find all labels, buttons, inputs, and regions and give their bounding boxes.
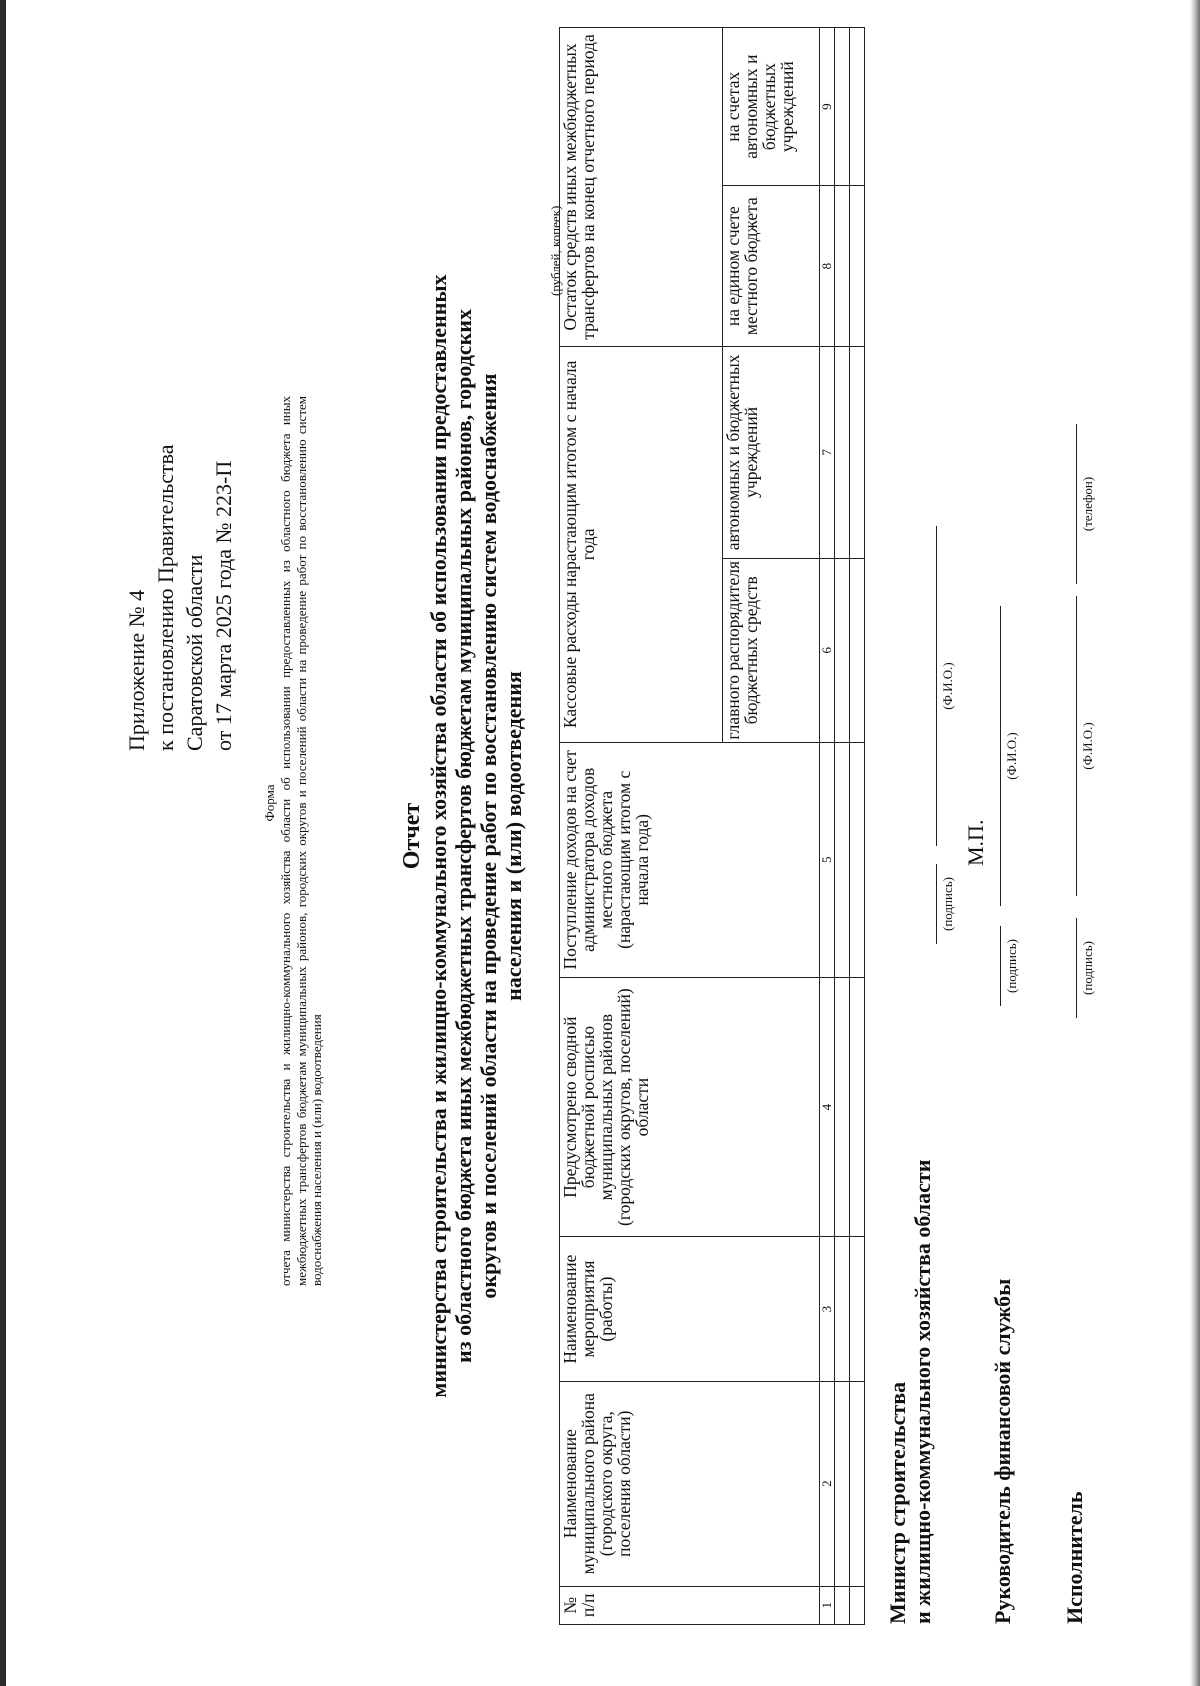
appendix-line: к постановлению Правительства	[153, 444, 178, 751]
table-cell	[850, 1381, 865, 1586]
table-cell	[850, 1237, 865, 1381]
report-title-line: из областного бюджета иных межбюджетных трансфертов бюджетам муниципальных районов, городских	[451, 309, 476, 1363]
column-number: 8	[820, 186, 835, 347]
table-cell	[835, 1381, 850, 1586]
executor-name-caption: (Ф.И.О.)	[1080, 722, 1095, 770]
table-cell	[850, 742, 865, 977]
minister-title-line1: Министр строительства	[885, 1381, 910, 1624]
column-number: 2	[820, 1381, 835, 1586]
executor-phone-line	[1076, 424, 1077, 584]
column-number: 9	[820, 28, 835, 186]
table-cell	[850, 977, 865, 1237]
table-header-row	[560, 28, 723, 1625]
form-label: Форма	[262, 784, 277, 822]
report-title-line: населения и (или) водоотведения	[501, 671, 526, 1001]
report-heading: Отчет	[399, 802, 425, 870]
table-row	[835, 28, 850, 1625]
executor-signature-caption: (подпись)	[1080, 941, 1095, 995]
minister-signature-line	[936, 864, 937, 944]
table-cell	[835, 1586, 850, 1624]
table-cell	[850, 28, 865, 186]
finance-head-title: Руководитель финансовой службы	[990, 1278, 1015, 1624]
table-cell	[835, 558, 850, 742]
table-row	[850, 28, 865, 1625]
column-number: 6	[820, 558, 835, 742]
table-cell	[835, 742, 850, 977]
header-cash-auto: автономных и бюджетных учреждений	[723, 346, 820, 558]
header-municipality: Наименование муниципального района (городского округа, поселения области)	[560, 1381, 820, 1586]
column-number: 3	[820, 1237, 835, 1381]
appendix-block	[122, 445, 238, 751]
report-table	[559, 27, 865, 1625]
report-title	[398, 26, 526, 1646]
executor-title: Исполнитель	[1062, 1491, 1087, 1624]
table-cell	[835, 186, 850, 347]
appendix-line: от 17 марта 2025 года № 223-П	[211, 460, 236, 751]
minister-name-line	[936, 526, 937, 846]
table-cell	[835, 1237, 850, 1381]
header-planned: Предусмотрено сводной бюджетной росписью муниципальных районов (городских округов, поселений) области	[560, 977, 820, 1237]
stamp-place: М.П.	[963, 819, 988, 866]
header-event: Наименование мероприятия (работы)	[560, 1237, 820, 1381]
column-number-row	[820, 28, 835, 1625]
table-cell	[835, 346, 850, 558]
column-number: 5	[820, 742, 835, 977]
table-cell	[835, 977, 850, 1237]
header-balance: Остаток средств иных межбюджетных трансфертов на конец отчетного периода	[560, 28, 723, 347]
header-income: Поступление доходов на счет администратора доходов местного бюджета (нарастающим итогом с начала года)	[560, 742, 820, 977]
minister-name-caption: (Ф.И.О.)	[940, 662, 955, 710]
executor-signature-line	[1076, 918, 1077, 1018]
finance-name-caption: (Ф.И.О.)	[1004, 732, 1019, 780]
table-cell	[850, 558, 865, 742]
header-balance-single: на едином счете местного бюджета	[723, 186, 820, 347]
table-cell	[850, 186, 865, 347]
appendix-line: Приложение № 4	[124, 589, 149, 751]
header-balance-auto: на счетах автономных и бюджетных учреждений	[723, 28, 820, 186]
units-note: (рублей, копеек)	[548, 205, 563, 296]
report-title-line: министерства строительства и жилищно-коммунального хозяйства области об использовании предоставленных	[426, 274, 451, 1398]
minister-signature-caption: (подпись)	[940, 877, 955, 931]
table-cell	[835, 28, 850, 186]
column-number: 7	[820, 346, 835, 558]
table-cell	[850, 346, 865, 558]
finance-signature-line	[1000, 926, 1001, 1006]
executor-name-line	[1076, 596, 1077, 896]
header-number: № п/п	[560, 1586, 820, 1624]
form-description: отчета министерства строительства и жилищно-коммунального хозяйства области об использовании предоставленных из областного бюджета иных межбюджетных трансфертов бюджетам муниципальных районов, городских округов и поселений области на проведение работ по восстановлению систем водоснабжения населения и (или) водоотведения	[278, 396, 324, 1286]
finance-name-line	[1000, 606, 1001, 906]
appendix-line: Саратовской области	[182, 554, 207, 751]
finance-signature-caption: (подпись)	[1004, 939, 1019, 993]
header-cash-expenses: Кассовые расходы нарастающим итогом с начала года	[560, 346, 723, 742]
executor-phone-caption: (телефон)	[1080, 476, 1095, 532]
table-cell	[850, 1586, 865, 1624]
column-number: 4	[820, 977, 835, 1237]
column-number: 1	[820, 1586, 835, 1624]
minister-title-line2: и жилищно-коммунального хозяйства области	[910, 1159, 935, 1624]
header-cash-main: главного распорядителя бюджетных средств	[723, 558, 820, 742]
report-title-line: округов и поселений области на проведение работ по восстановлению систем водоснабжения	[476, 373, 501, 1299]
